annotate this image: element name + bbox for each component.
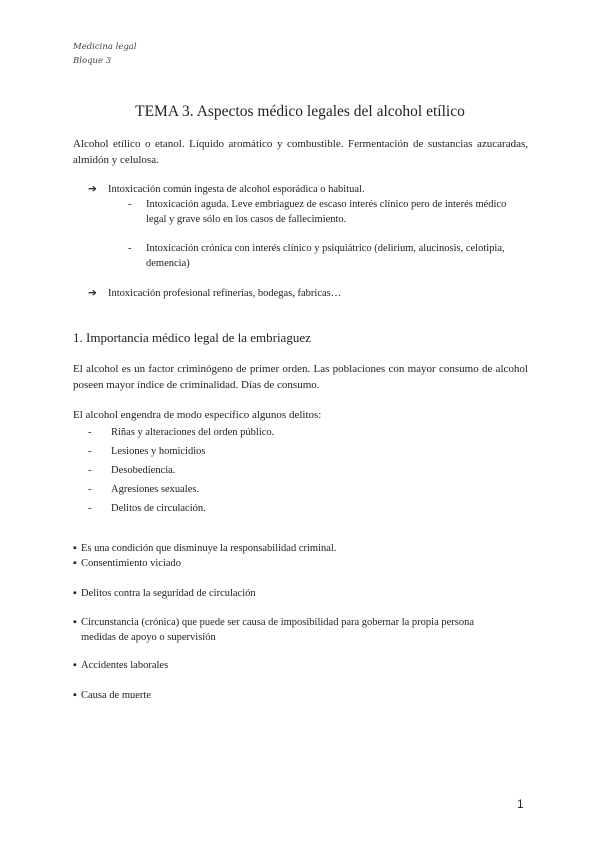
dash-icon: - (128, 243, 132, 254)
arrow-icon: ➔ (88, 288, 97, 299)
dash-icon: - (88, 484, 92, 495)
bullet-item (73, 615, 528, 645)
page-number: 1 (517, 797, 524, 811)
list-item (88, 444, 508, 459)
list-item-text: Agresiones sexuales. (111, 484, 200, 495)
section-heading: 1. Importancia médico legal de la embriaguez (73, 330, 311, 345)
header-subject: Medicina legal (73, 42, 137, 52)
section-paragraph: El alcohol es un factor criminógeno de primer orden. Las poblaciones con mayor consumo de alcohol poseen mayor índice de criminalidad. Días de consumo. (73, 363, 528, 391)
arrow-item-text: Intoxicación profesional refinerías, bodegas, fabricas… (108, 288, 342, 299)
arrow-icon: ➔ (88, 184, 97, 195)
list-item-text: Riñas y alteraciones del orden público. (111, 427, 275, 438)
arrow-item (88, 182, 528, 197)
bullet-item (73, 586, 528, 601)
square-bullet-icon: ▪ (73, 588, 77, 599)
bullet-item (73, 658, 528, 673)
bullet-item-text: Circunstancia (crónica) que puede ser causa de imposibilidad para gobernar la propia persona (81, 617, 475, 628)
dash-icon: - (88, 427, 92, 438)
list-item-text: Desobediencia. (111, 465, 176, 476)
page-header (73, 40, 137, 68)
sub-item-text: Intoxicación aguda. Leve embriaguez de escaso interés clínico pero de interés médico legal y grave sólo en los casos de fallecimiento. (146, 199, 507, 225)
square-bullet-icon: ▪ (73, 543, 77, 554)
square-bullet-icon: ▪ (73, 558, 77, 569)
bullet-item-text: Es una condición que disminuye la responsabilidad criminal. (81, 543, 337, 554)
list-item (88, 425, 508, 440)
bullet-item-text: Accidentes laborales (81, 660, 169, 671)
sub-item (128, 197, 528, 227)
section-paragraph: El alcohol engendra de modo específico algunos delitos: (73, 409, 322, 421)
square-bullet-icon: ▪ (73, 660, 77, 671)
bullet-item-continuation: medidas de apoyo o supervisión (81, 632, 216, 643)
dash-icon: - (88, 503, 92, 514)
arrow-item (88, 286, 528, 301)
bullet-item (73, 556, 528, 571)
bullet-item-text: Delitos contra la seguridad de circulación (81, 588, 256, 599)
intro-paragraph: Alcohol etílico o etanol. Líquido aromático y combustible. Fermentación de sustancias azucaradas, almidón y celulosa. (73, 138, 528, 166)
arrow-item-text: Intoxicación común ingesta de alcohol esporádica o habitual. (108, 184, 365, 195)
header-block: Bloque 3 (73, 56, 112, 66)
dash-icon: - (88, 465, 92, 476)
dash-icon: - (88, 446, 92, 457)
sub-item-text: Intoxicación crónica con interés clínico y psiquiátrico (delirium, alucinosis, celotipia, demencia) (146, 243, 505, 269)
list-item (88, 482, 508, 497)
square-bullet-icon: ▪ (73, 617, 77, 628)
square-bullet-icon: ▪ (73, 690, 77, 701)
sub-item (128, 241, 528, 271)
list-item (88, 463, 508, 478)
list-item-text: Delitos de circulación. (111, 503, 206, 514)
bullet-item-text: Causa de muerte (81, 690, 151, 701)
dash-icon: - (128, 199, 132, 210)
page-title: TEMA 3. Aspectos médico legales del alcohol etílico (135, 103, 465, 120)
list-item-text: Lesiones y homicidios (111, 446, 206, 457)
bullet-item-text: Consentimiento viciado (81, 558, 182, 569)
list-item (88, 501, 508, 516)
bullet-item (73, 688, 528, 703)
bullet-item (73, 541, 528, 556)
